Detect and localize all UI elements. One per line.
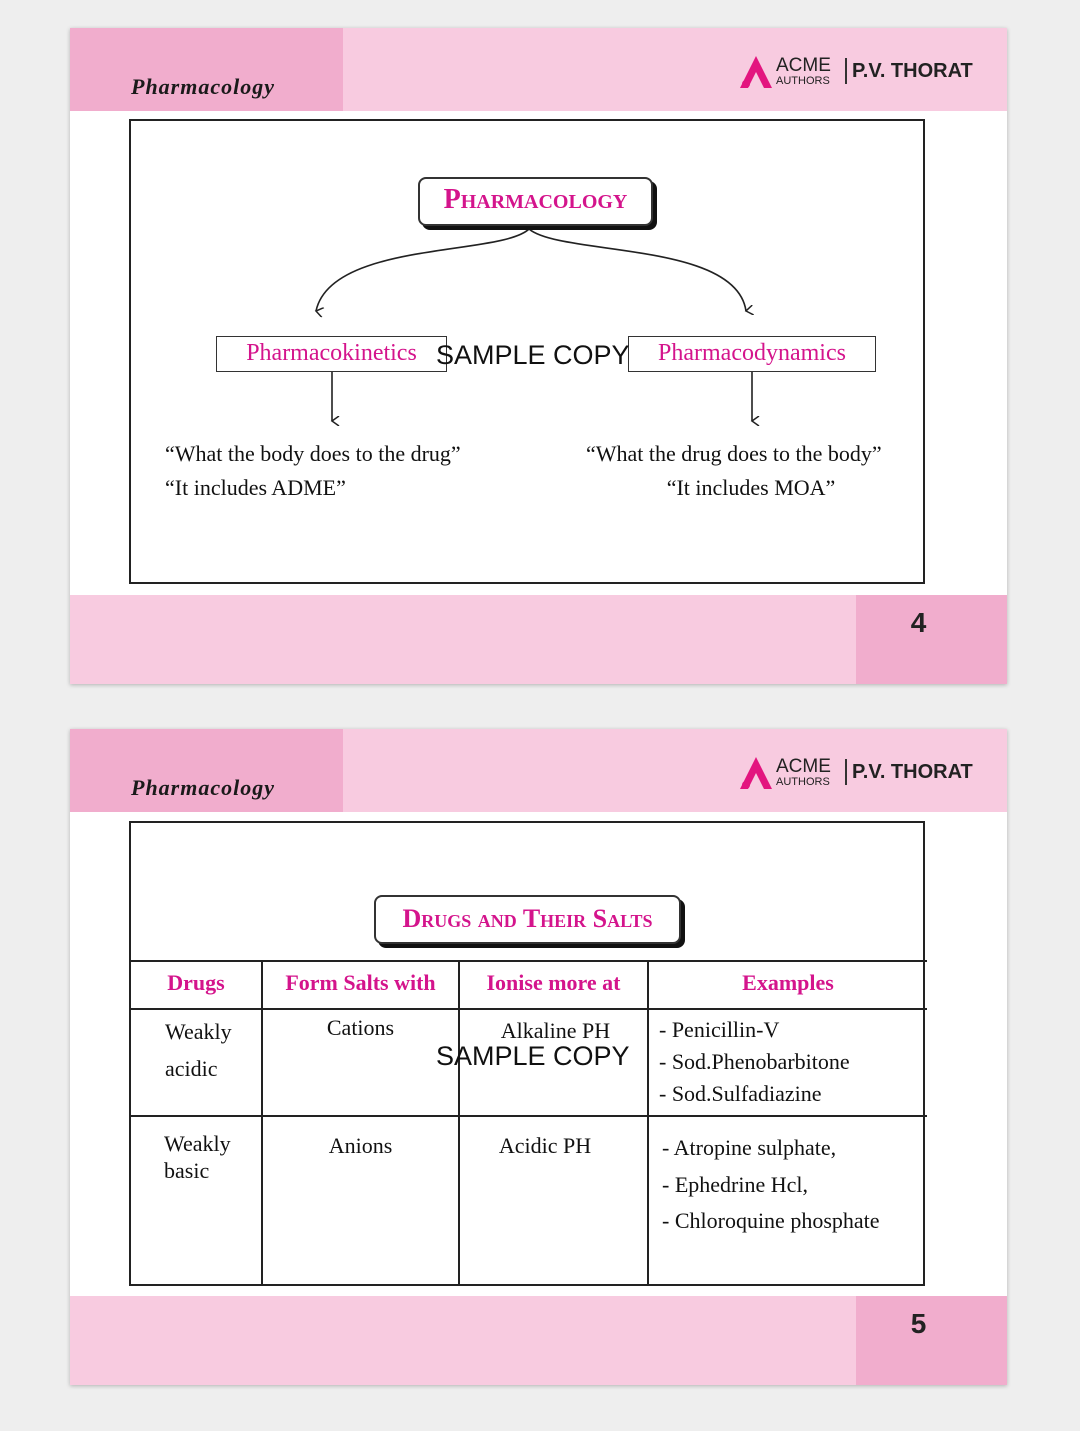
examples-cell [662,1130,880,1240]
drug-cell-line-2: acidic [165,1056,218,1081]
ionise-cell: Acidic PH [498,1133,592,1158]
author-name: P.V. THORAT [852,60,973,82]
slide-header [70,729,1007,812]
salts-cell: Anions [328,1133,393,1158]
page-number-band [856,595,1007,684]
kinetics-quote-2: “It includes ADME” [165,475,346,500]
example-item: - Sod.Sulfadiazine [659,1081,822,1106]
content-frame [129,821,925,1286]
page-number: 5 [910,1308,927,1339]
branch-pharmacokinetics: Pharmacokinetics [216,336,447,372]
sample-copy-watermark: SAMPLE COPY [436,1041,630,1071]
example-item: - Penicillin-V [659,1017,780,1042]
col-header-ionise: Ionise more at [486,970,621,995]
slide-header [70,28,1007,111]
drug-cell-line-2: basic [164,1158,210,1183]
brand-authors: AUTHORS [776,776,830,788]
table-title: Drugs and Their Salts [374,895,681,944]
subject-title: Pharmacology [131,775,275,800]
author-name: P.V. THORAT [852,761,973,783]
example-item: - Atropine sulphate, [662,1135,837,1160]
brand-divider [845,759,847,785]
examples-cell [659,1014,850,1110]
subject-title: Pharmacology [131,74,275,99]
curve-arrow-left [316,229,529,311]
diagram-title: Pharmacology [418,177,653,226]
brand-authors: AUTHORS [776,75,830,87]
example-item: - Chloroquine phosphate [662,1208,880,1233]
brand-acme: ACME [776,55,831,76]
table-row [165,1016,232,1085]
brand-acme: ACME [776,756,831,777]
ionise-cell: Alkaline PH [500,1018,611,1043]
table-col-divider-3 [647,960,649,1286]
table-col-divider-1 [261,960,263,1286]
page-number-band [856,1296,1007,1385]
salts-cell: Cations [326,1015,395,1040]
slide-footer [70,595,1007,684]
table-top-border [131,960,927,962]
brand-logo [738,52,988,92]
example-item: - Ephedrine Hcl, [662,1171,808,1197]
dynamics-quote-1: “What the drug does to the body” [586,441,882,466]
acme-logo-icon [738,54,774,90]
content-frame [129,119,925,584]
curve-arrow-right [529,229,746,311]
table-row [164,1130,231,1184]
col-header-drugs: Drugs [167,970,225,995]
example-item: - Sod.Phenobarbitone [659,1049,850,1074]
branch-pharmacodynamics: Pharmacodynamics [628,336,876,372]
drug-cell-line-1: Weakly [165,1019,232,1044]
sample-copy-watermark: SAMPLE COPY [436,340,630,370]
slide-footer [70,1296,1007,1385]
col-header-examples: Examples [742,970,834,995]
slide-page-5 [70,729,1007,1385]
slide-page-4 [70,28,1007,684]
brand-logo [738,753,988,793]
acme-logo-icon [738,755,774,791]
col-header-form-salts: Form Salts with [285,970,436,995]
page-number: 4 [910,607,927,638]
table-row-divider [131,1115,927,1117]
brand-divider [845,58,847,84]
table-col-divider-2 [458,960,460,1286]
drug-cell-line-1: Weakly [164,1131,231,1156]
kinetics-quote-1: “What the body does to the drug” [165,441,461,466]
dynamics-quote-2: “It includes MOA” [666,475,836,500]
table-header-divider [131,1008,927,1010]
